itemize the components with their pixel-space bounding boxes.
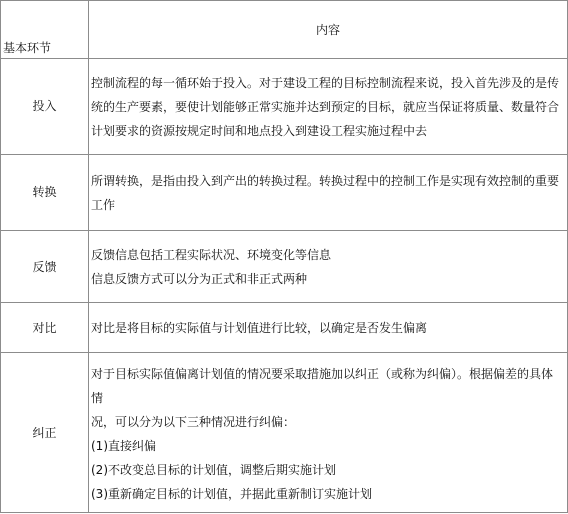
- stage-cell: [1, 353, 89, 513]
- table-row: [1, 353, 568, 513]
- stage-cell: [1, 303, 89, 353]
- content-line: (2)不改变总目标的计划值，调整后期实施计划: [91, 462, 336, 477]
- content-line: 工作: [91, 198, 116, 213]
- header-cell-stage: [1, 1, 89, 59]
- content-line: 对于目标实际值偏离计划值的情况要采取措施加以纠正（或称为纠偏）。根据偏差的具体情: [91, 366, 554, 405]
- stage-label: 投入: [32, 99, 57, 114]
- content-line: 所谓转换，是指由投入到产出的转换过程。转换过程中的控制工作是实现有效控制的重要: [91, 174, 560, 189]
- table-row: [1, 154, 568, 230]
- header-label-stage: 基本环节: [3, 41, 52, 56]
- content-cell: [89, 59, 568, 154]
- content-cell: [89, 303, 568, 353]
- content-cell: [89, 353, 568, 513]
- content-line: 况，可以分为以下三种情况进行纠偏：: [91, 414, 296, 429]
- content-line: 计划要求的资源按规定时间和地点投入到建设工程实施过程中去: [91, 124, 428, 139]
- stage-label: 反馈: [32, 259, 57, 274]
- stage-cell: [1, 154, 89, 230]
- table-row: [1, 303, 568, 353]
- stage-label: 纠正: [32, 425, 57, 440]
- table-row: [1, 230, 568, 302]
- table-row: [1, 59, 568, 154]
- content-cell: [89, 154, 568, 230]
- content-cell: [89, 230, 568, 302]
- table-header-row: [1, 1, 568, 59]
- header-cell-content: [89, 1, 568, 59]
- content-line: 统的生产要素，要使计划能够正常实施并达到预定的目标，就应当保证将质量、数量符合: [91, 100, 560, 115]
- content-line: 信息反馈方式可以分为正式和非正式两种: [91, 271, 308, 286]
- stage-label: 对比: [32, 320, 57, 335]
- stage-label: 转换: [32, 185, 57, 200]
- header-label-content: 内容: [315, 22, 340, 37]
- content-line: 反馈信息包括工程实际状况、环境变化等信息: [91, 247, 332, 262]
- content-line: (3)重新确定目标的计划值，并据此重新制订实施计划: [91, 486, 373, 501]
- stage-cell: [1, 59, 89, 154]
- content-line: 对比是将目标的实际值与计划值进行比较，以确定是否发生偏离: [91, 320, 428, 335]
- content-line: (1)直接纠偏: [91, 438, 156, 453]
- stage-cell: [1, 230, 89, 302]
- content-line: 控制流程的每一循环始于投入。对于建设工程的目标控制流程来说，投入首先涉及的是传: [91, 76, 560, 91]
